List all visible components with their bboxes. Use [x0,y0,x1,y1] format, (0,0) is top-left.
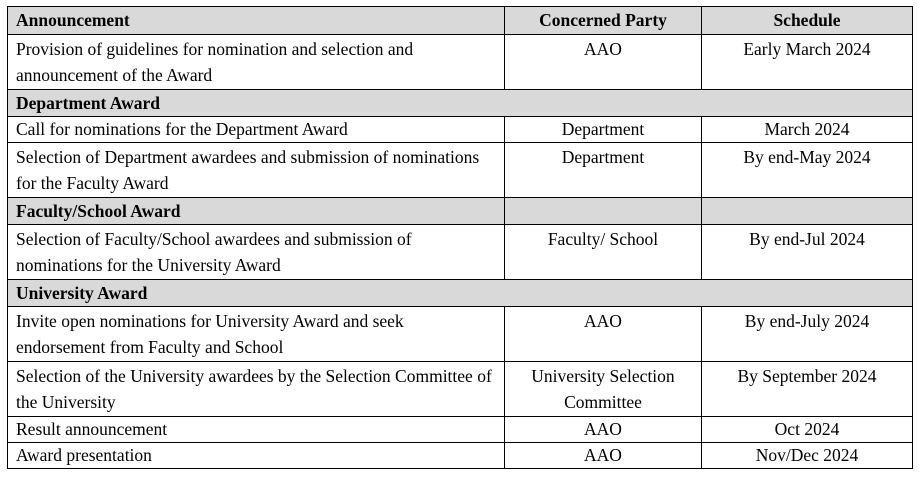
announcement-cell: Result announcement [8,417,505,443]
table-row [8,117,913,143]
schedule-cell: By end-May 2024 [702,143,913,198]
schedule-cell: Early March 2024 [702,35,913,90]
section-row [8,90,913,117]
table-row [8,417,913,443]
concerned-party-cell: AAO [505,443,702,469]
concerned-party-cell: AAO [505,307,702,362]
header-row [8,7,913,35]
header-schedule: Schedule [702,7,913,35]
section-row [8,280,913,307]
announcement-cell: Award presentation [8,443,505,469]
header-announcement: Announcement [8,7,505,35]
table-row [8,35,913,90]
table-row [8,143,913,198]
schedule-cell: March 2024 [702,117,913,143]
schedule-cell: By end-Jul 2024 [702,225,913,280]
concerned-party-cell: Department [505,143,702,198]
schedule-cell: By end-July 2024 [702,307,913,362]
announcement-cell: Call for nominations for the Department Award [8,117,505,143]
schedule-cell: By September 2024 [702,362,913,417]
award-schedule-table [7,6,913,469]
announcement-cell: Provision of guidelines for nomination and selection and announcement of the Award [8,35,505,90]
section-label: Department Award [8,90,913,117]
section-empty-cell [505,198,702,225]
section-row [8,198,913,225]
concerned-party-cell: Department [505,117,702,143]
concerned-party-cell: AAO [505,35,702,90]
announcement-cell: Selection of Faculty/School awardees and submission of nominations for the University Award [8,225,505,280]
header-concerned-party: Concerned Party [505,7,702,35]
schedule-table-container [7,6,913,469]
table-row [8,443,913,469]
schedule-cell: Oct 2024 [702,417,913,443]
table-row [8,307,913,362]
table-row [8,225,913,280]
announcement-cell: Invite open nominations for University Award and seek endorsement from Faculty and School [8,307,505,362]
concerned-party-cell: Faculty/ School [505,225,702,280]
section-label: University Award [8,280,913,307]
concerned-party-cell: AAO [505,417,702,443]
announcement-cell: Selection of the University awardees by the Selection Committee of the University [8,362,505,417]
section-label: Faculty/School Award [8,198,505,225]
schedule-cell: Nov/Dec 2024 [702,443,913,469]
concerned-party-cell: University Selection Committee [505,362,702,417]
table-row [8,362,913,417]
section-empty-cell [702,198,913,225]
announcement-cell: Selection of Department awardees and submission of nominations for the Faculty Award [8,143,505,198]
